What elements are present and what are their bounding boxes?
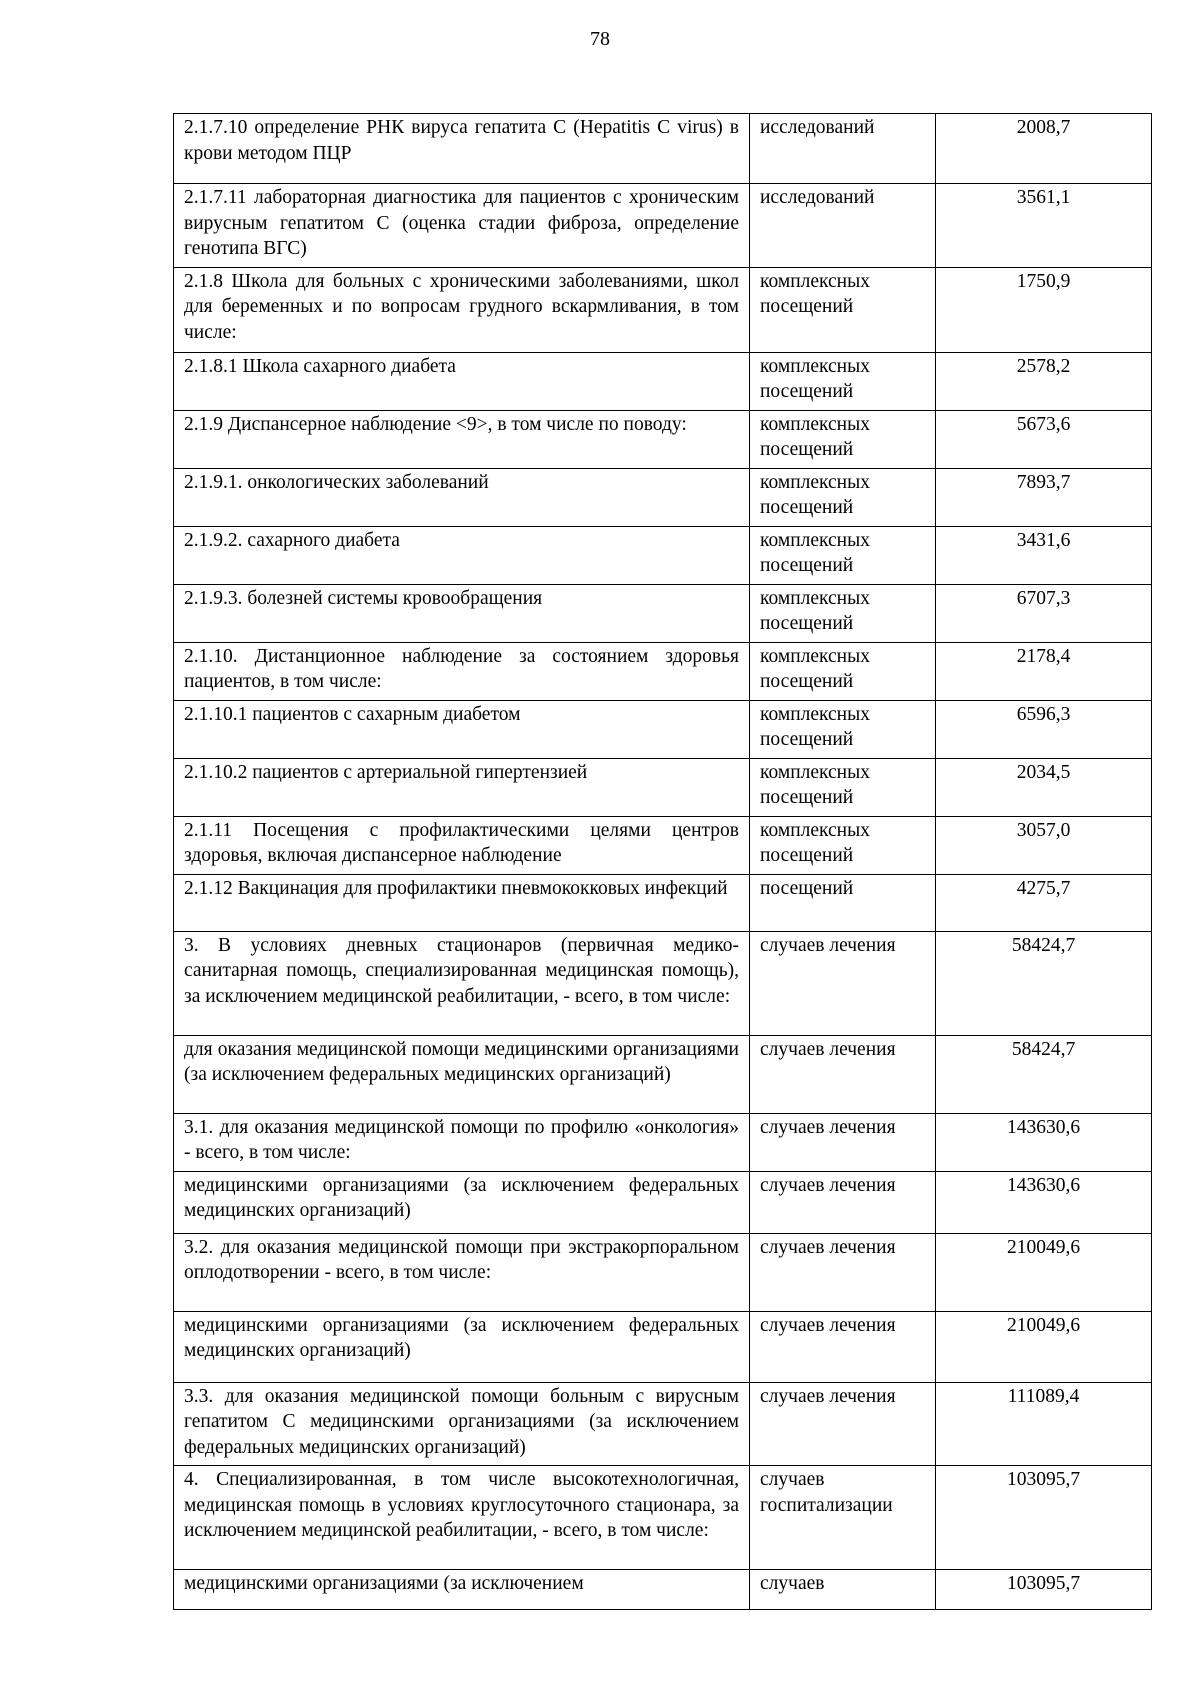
row-name: 2.1.7.11 лабораторная диагностика для пациентов с хроническим вирусным гепатитом С (оценка стадии фиброза, определение генотипа ВГС): [174, 184, 750, 268]
row-value: 143630,6: [936, 1113, 1152, 1171]
row-value: 7893,7: [936, 468, 1152, 526]
row-unit: исследований: [750, 114, 936, 184]
table-row: [174, 1382, 1152, 1466]
row-name: 3.3. для оказания медицинской помощи больным с вирусным гепатитом С медицинскими организациями (за исключением федеральных медицинских организаций): [174, 1382, 750, 1466]
table-row: [174, 352, 1152, 410]
row-value: 6596,3: [936, 700, 1152, 758]
row-unit: случаев лечения: [750, 1382, 936, 1466]
row-value: 210049,6: [936, 1233, 1152, 1311]
table-row: [174, 410, 1152, 468]
row-name: 2.1.10.1 пациентов с сахарным диабетом: [174, 700, 750, 758]
row-value: 58424,7: [936, 1035, 1152, 1113]
row-value: 3057,0: [936, 816, 1152, 874]
row-unit: случаев лечения: [750, 931, 936, 1035]
row-name: 2.1.9 Диспансерное наблюдение <9>, в том числе по поводу:: [174, 410, 750, 468]
row-name: 2.1.12 Вакцинация для профилактики пневмококковых инфекций: [174, 874, 750, 931]
row-value: 210049,6: [936, 1311, 1152, 1382]
table-row: [174, 1233, 1152, 1311]
table-row: [174, 1035, 1152, 1113]
table-row: [174, 526, 1152, 584]
row-unit: случаев лечения: [750, 1233, 936, 1311]
table-row: [174, 758, 1152, 816]
row-name: 2.1.8.1 Школа сахарного диабета: [174, 352, 750, 410]
table-row: [174, 114, 1152, 184]
row-unit: комплексных посещений: [750, 642, 936, 700]
row-name: 2.1.9.3. болезней системы кровообращения: [174, 584, 750, 642]
row-name: 2.1.9.1. онкологических заболеваний: [174, 468, 750, 526]
row-name: 2.1.10.2 пациентов с артериальной гипертензией: [174, 758, 750, 816]
row-unit: комплексных посещений: [750, 410, 936, 468]
row-unit: посещений: [750, 874, 936, 931]
row-name: медицинскими организациями (за исключением федеральных медицинских организаций): [174, 1311, 750, 1382]
row-name: 3. В условиях дневных стационаров (первичная медико-санитарная помощь, специализированная медицинская помощь), за исключением медицинской реабилитации, - всего, в том числе:: [174, 931, 750, 1035]
row-value: 3561,1: [936, 184, 1152, 268]
table-row: [174, 1113, 1152, 1171]
table-row: [174, 1570, 1152, 1610]
row-name: 3.2. для оказания медицинской помощи при экстракорпоральном оплодотворении - всего, в том числе:: [174, 1233, 750, 1311]
row-name: 2.1.7.10 определение РНК вируса гепатита С (Hepatitis C virus) в крови методом ПЦР: [174, 114, 750, 184]
row-name: для оказания медицинской помощи медицинскими организациями (за исключением федеральных медицинских организаций): [174, 1035, 750, 1113]
row-unit: комплексных посещений: [750, 584, 936, 642]
table-row: [174, 184, 1152, 268]
row-unit: случаев: [750, 1570, 936, 1610]
row-value: 2034,5: [936, 758, 1152, 816]
row-name: 3.1. для оказания медицинской помощи по профилю «онкология» - всего, в том числе:: [174, 1113, 750, 1171]
row-unit: случаев госпитализации: [750, 1466, 936, 1570]
row-value: 2578,2: [936, 352, 1152, 410]
table-row: [174, 816, 1152, 874]
row-value: 111089,4: [936, 1382, 1152, 1466]
row-value: 3431,6: [936, 526, 1152, 584]
table-row: [174, 1171, 1152, 1233]
table-row: [174, 874, 1152, 931]
row-unit: комплексных посещений: [750, 352, 936, 410]
row-value: 6707,3: [936, 584, 1152, 642]
row-name: 2.1.10. Дистанционное наблюдение за состоянием здоровья пациентов, в том числе:: [174, 642, 750, 700]
table-row: [174, 468, 1152, 526]
row-value: 5673,6: [936, 410, 1152, 468]
row-value: 103095,7: [936, 1466, 1152, 1570]
row-value: 103095,7: [936, 1570, 1152, 1610]
row-name: 2.1.8 Школа для больных с хроническими заболеваниями, школ для беременных и по вопросам грудного вскармливания, в том числе:: [174, 267, 750, 352]
row-unit: случаев лечения: [750, 1035, 936, 1113]
table-row: [174, 267, 1152, 352]
row-name: 4. Специализированная, в том числе высокотехнологичная, медицинская помощь в условиях круглосуточного стационара, за исключением медицинской реабилитации, - всего, в том числе:: [174, 1466, 750, 1570]
row-name: медицинскими организациями (за исключением: [174, 1570, 750, 1610]
row-unit: случаев лечения: [750, 1171, 936, 1233]
row-unit: комплексных посещений: [750, 758, 936, 816]
norms-table: [173, 113, 1152, 1610]
row-unit: комплексных посещений: [750, 468, 936, 526]
table-row: [174, 931, 1152, 1035]
table-row: [174, 700, 1152, 758]
table-row: [174, 1466, 1152, 1570]
row-unit: исследований: [750, 184, 936, 268]
row-name: 2.1.11 Посещения с профилактическими целями центров здоровья, включая диспансерное наблюдение: [174, 816, 750, 874]
row-name: 2.1.9.2. сахарного диабета: [174, 526, 750, 584]
table-row: [174, 584, 1152, 642]
row-unit: комплексных посещений: [750, 816, 936, 874]
row-unit: комплексных посещений: [750, 526, 936, 584]
row-unit: случаев лечения: [750, 1113, 936, 1171]
row-unit: комплексных посещений: [750, 267, 936, 352]
row-value: 58424,7: [936, 931, 1152, 1035]
table-row: [174, 642, 1152, 700]
row-value: 2178,4: [936, 642, 1152, 700]
row-unit: комплексных посещений: [750, 700, 936, 758]
row-value: 4275,7: [936, 874, 1152, 931]
row-unit: случаев лечения: [750, 1311, 936, 1382]
page-number: 78: [590, 28, 610, 50]
row-name: медицинскими организациями (за исключением федеральных медицинских организаций): [174, 1171, 750, 1233]
row-value: 1750,9: [936, 267, 1152, 352]
row-value: 143630,6: [936, 1171, 1152, 1233]
row-value: 2008,7: [936, 114, 1152, 184]
table-row: [174, 1311, 1152, 1382]
